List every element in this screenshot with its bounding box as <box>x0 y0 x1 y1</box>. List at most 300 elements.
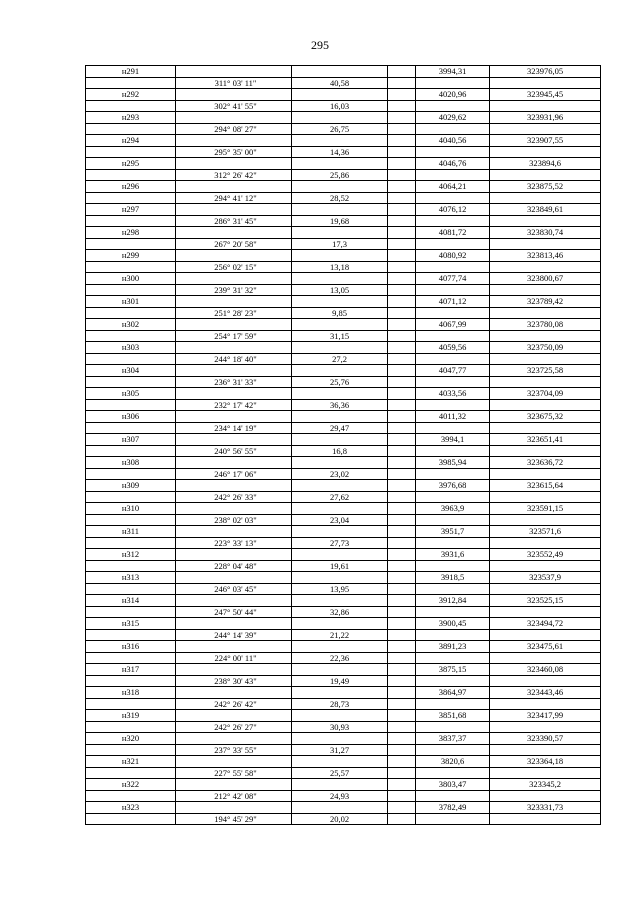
point-id-cell: н306 <box>86 411 176 423</box>
y-coordinate-cell: 323675,32 <box>490 411 601 423</box>
direction-angle-cell: 236° 31' 33" <box>176 376 292 388</box>
distance-cell: 27,62 <box>292 491 388 503</box>
segment-row <box>86 606 601 618</box>
point-row <box>86 664 601 676</box>
empty-cell <box>86 169 176 181</box>
direction-angle-cell: 223° 33' 13" <box>176 537 292 549</box>
point-id-cell: н312 <box>86 549 176 561</box>
point-id-cell: н295 <box>86 158 176 170</box>
empty-cell <box>388 365 416 377</box>
segment-row <box>86 652 601 664</box>
empty-cell <box>388 583 416 595</box>
empty-cell <box>388 767 416 779</box>
empty-cell <box>292 135 388 147</box>
direction-angle-cell: 240° 56' 55" <box>176 445 292 457</box>
x-coordinate-cell: 4047,77 <box>416 365 490 377</box>
point-row <box>86 365 601 377</box>
distance-cell: 40,58 <box>292 77 388 89</box>
y-coordinate-cell: 323931,96 <box>490 112 601 124</box>
empty-cell <box>292 595 388 607</box>
y-coordinate-cell: 323780,08 <box>490 319 601 331</box>
empty-cell <box>388 445 416 457</box>
empty-cell <box>292 411 388 423</box>
empty-cell <box>86 100 176 112</box>
distance-cell: 32,86 <box>292 606 388 618</box>
y-coordinate-cell: 323725,58 <box>490 365 601 377</box>
empty-cell <box>388 215 416 227</box>
segment-row <box>86 790 601 802</box>
empty-cell <box>86 652 176 664</box>
empty-cell <box>416 77 490 89</box>
direction-angle-cell: 294° 08' 27" <box>176 123 292 135</box>
empty-cell <box>490 652 601 664</box>
empty-cell <box>176 66 292 78</box>
point-row <box>86 181 601 193</box>
empty-cell <box>388 629 416 641</box>
empty-cell <box>416 767 490 779</box>
point-row <box>86 549 601 561</box>
distance-cell: 19,68 <box>292 215 388 227</box>
empty-cell <box>388 388 416 400</box>
distance-cell: 14,36 <box>292 146 388 158</box>
x-coordinate-cell: 4080,92 <box>416 250 490 262</box>
x-coordinate-cell: 3820,6 <box>416 756 490 768</box>
direction-angle-cell: 242° 26' 33" <box>176 491 292 503</box>
empty-cell <box>388 434 416 446</box>
distance-cell: 13,95 <box>292 583 388 595</box>
empty-cell <box>416 583 490 595</box>
segment-row <box>86 445 601 457</box>
empty-cell <box>388 261 416 273</box>
direction-angle-cell: 244° 14' 39" <box>176 629 292 641</box>
point-row <box>86 388 601 400</box>
empty-cell <box>86 77 176 89</box>
y-coordinate-cell: 323417,99 <box>490 710 601 722</box>
point-row <box>86 687 601 699</box>
empty-cell <box>388 204 416 216</box>
y-coordinate-cell: 323460,08 <box>490 664 601 676</box>
direction-angle-cell: 237° 33' 55" <box>176 744 292 756</box>
empty-cell <box>292 342 388 354</box>
distance-cell: 27,2 <box>292 353 388 365</box>
empty-cell <box>292 710 388 722</box>
x-coordinate-cell: 4071,12 <box>416 296 490 308</box>
empty-cell <box>176 388 292 400</box>
point-id-cell: н316 <box>86 641 176 653</box>
segment-row <box>86 744 601 756</box>
empty-cell <box>490 468 601 480</box>
y-coordinate-cell: 323331,73 <box>490 802 601 814</box>
x-coordinate-cell: 4046,76 <box>416 158 490 170</box>
direction-angle-cell: 256° 02' 15" <box>176 261 292 273</box>
point-id-cell: н293 <box>86 112 176 124</box>
segment-row <box>86 192 601 204</box>
segment-row <box>86 146 601 158</box>
empty-cell <box>292 549 388 561</box>
empty-cell <box>86 422 176 434</box>
empty-cell <box>416 560 490 572</box>
point-row <box>86 480 601 492</box>
empty-cell <box>86 813 176 825</box>
y-coordinate-cell: 323750,09 <box>490 342 601 354</box>
point-row <box>86 503 601 515</box>
x-coordinate-cell: 4067,99 <box>416 319 490 331</box>
distance-cell: 36,36 <box>292 399 388 411</box>
empty-cell <box>292 227 388 239</box>
point-row <box>86 457 601 469</box>
point-id-cell: н300 <box>86 273 176 285</box>
x-coordinate-cell: 3875,15 <box>416 664 490 676</box>
empty-cell <box>292 618 388 630</box>
point-row <box>86 595 601 607</box>
empty-cell <box>388 181 416 193</box>
empty-cell <box>388 342 416 354</box>
distance-cell: 31,27 <box>292 744 388 756</box>
empty-cell <box>490 675 601 687</box>
empty-cell <box>388 89 416 101</box>
distance-cell: 19,49 <box>292 675 388 687</box>
empty-cell <box>86 629 176 641</box>
empty-cell <box>292 802 388 814</box>
point-id-cell: н292 <box>86 89 176 101</box>
empty-cell <box>388 606 416 618</box>
empty-cell <box>292 273 388 285</box>
empty-cell <box>388 480 416 492</box>
x-coordinate-cell: 3994,31 <box>416 66 490 78</box>
empty-cell <box>416 629 490 641</box>
y-coordinate-cell: 323571,6 <box>490 526 601 538</box>
distance-cell: 26,75 <box>292 123 388 135</box>
point-id-cell: н308 <box>86 457 176 469</box>
distance-cell: 13,05 <box>292 284 388 296</box>
empty-cell <box>416 123 490 135</box>
point-row <box>86 802 601 814</box>
segment-row <box>86 629 601 641</box>
empty-cell <box>490 767 601 779</box>
empty-cell <box>292 687 388 699</box>
empty-cell <box>86 790 176 802</box>
point-id-cell: н305 <box>86 388 176 400</box>
empty-cell <box>292 572 388 584</box>
empty-cell <box>176 664 292 676</box>
empty-cell <box>86 583 176 595</box>
empty-cell <box>176 181 292 193</box>
empty-cell <box>86 698 176 710</box>
y-coordinate-cell: 323800,67 <box>490 273 601 285</box>
point-row <box>86 227 601 239</box>
distance-cell: 16,8 <box>292 445 388 457</box>
point-id-cell: н320 <box>86 733 176 745</box>
point-row <box>86 296 601 308</box>
empty-cell <box>292 66 388 78</box>
point-id-cell: н297 <box>86 204 176 216</box>
point-row <box>86 641 601 653</box>
point-id-cell: н296 <box>86 181 176 193</box>
empty-cell <box>86 560 176 572</box>
empty-cell <box>176 503 292 515</box>
point-row <box>86 342 601 354</box>
empty-cell <box>292 457 388 469</box>
empty-cell <box>292 181 388 193</box>
empty-cell <box>388 296 416 308</box>
empty-cell <box>388 813 416 825</box>
segment-row <box>86 123 601 135</box>
y-coordinate-cell: 323525,15 <box>490 595 601 607</box>
point-row <box>86 158 601 170</box>
direction-angle-cell: 239° 31' 32" <box>176 284 292 296</box>
empty-cell <box>176 595 292 607</box>
y-coordinate-cell: 323651,41 <box>490 434 601 446</box>
x-coordinate-cell: 3918,5 <box>416 572 490 584</box>
point-id-cell: н301 <box>86 296 176 308</box>
empty-cell <box>490 491 601 503</box>
empty-cell <box>292 112 388 124</box>
direction-angle-cell: 246° 03' 45" <box>176 583 292 595</box>
y-coordinate-cell: 323976,05 <box>490 66 601 78</box>
empty-cell <box>416 652 490 664</box>
empty-cell <box>490 537 601 549</box>
empty-cell <box>292 664 388 676</box>
empty-cell <box>388 319 416 331</box>
direction-angle-cell: 251° 28' 23" <box>176 307 292 319</box>
empty-cell <box>292 503 388 515</box>
empty-cell <box>388 158 416 170</box>
x-coordinate-cell: 3931,6 <box>416 549 490 561</box>
distance-cell: 27,73 <box>292 537 388 549</box>
direction-angle-cell: 267° 20' 58" <box>176 238 292 250</box>
empty-cell <box>490 606 601 618</box>
segment-row <box>86 675 601 687</box>
empty-cell <box>416 307 490 319</box>
x-coordinate-cell: 3851,68 <box>416 710 490 722</box>
segment-row <box>86 261 601 273</box>
empty-cell <box>388 77 416 89</box>
distance-cell: 23,04 <box>292 514 388 526</box>
empty-cell <box>388 503 416 515</box>
segment-row <box>86 238 601 250</box>
empty-cell <box>86 146 176 158</box>
empty-cell <box>388 376 416 388</box>
empty-cell <box>388 100 416 112</box>
empty-cell <box>176 342 292 354</box>
point-id-cell: н294 <box>86 135 176 147</box>
empty-cell <box>416 537 490 549</box>
empty-cell <box>388 641 416 653</box>
point-id-cell: н315 <box>86 618 176 630</box>
empty-cell <box>416 353 490 365</box>
empty-cell <box>388 756 416 768</box>
point-row <box>86 89 601 101</box>
point-id-cell: н304 <box>86 365 176 377</box>
segment-row <box>86 284 601 296</box>
direction-angle-cell: 312° 26' 42" <box>176 169 292 181</box>
empty-cell <box>86 238 176 250</box>
segment-row <box>86 583 601 595</box>
empty-cell <box>490 100 601 112</box>
x-coordinate-cell: 3837,37 <box>416 733 490 745</box>
direction-angle-cell: 194° 45' 29" <box>176 813 292 825</box>
segment-row <box>86 215 601 227</box>
empty-cell <box>86 514 176 526</box>
point-id-cell: н311 <box>86 526 176 538</box>
distance-cell: 20,02 <box>292 813 388 825</box>
empty-cell <box>86 376 176 388</box>
distance-cell: 21,22 <box>292 629 388 641</box>
empty-cell <box>388 652 416 664</box>
empty-cell <box>388 457 416 469</box>
empty-cell <box>176 618 292 630</box>
direction-angle-cell: 227° 55' 58" <box>176 767 292 779</box>
y-coordinate-cell: 323364,18 <box>490 756 601 768</box>
y-coordinate-cell: 323494,72 <box>490 618 601 630</box>
empty-cell <box>416 790 490 802</box>
empty-cell <box>388 468 416 480</box>
empty-cell <box>176 687 292 699</box>
empty-cell <box>490 560 601 572</box>
distance-cell: 31,15 <box>292 330 388 342</box>
segment-row <box>86 307 601 319</box>
empty-cell <box>86 215 176 227</box>
empty-cell <box>176 89 292 101</box>
point-row <box>86 779 601 791</box>
empty-cell <box>176 641 292 653</box>
distance-cell: 9,85 <box>292 307 388 319</box>
y-coordinate-cell: 323704,09 <box>490 388 601 400</box>
direction-angle-cell: 238° 30' 43" <box>176 675 292 687</box>
x-coordinate-cell: 4020,96 <box>416 89 490 101</box>
empty-cell <box>490 445 601 457</box>
point-row <box>86 273 601 285</box>
y-coordinate-cell: 323636,72 <box>490 457 601 469</box>
empty-cell <box>490 353 601 365</box>
empty-cell <box>86 721 176 733</box>
distance-cell: 25,76 <box>292 376 388 388</box>
direction-angle-cell: 302° 41' 55" <box>176 100 292 112</box>
empty-cell <box>388 664 416 676</box>
empty-cell <box>388 802 416 814</box>
empty-cell <box>176 710 292 722</box>
point-id-cell: н302 <box>86 319 176 331</box>
direction-angle-cell: 238° 02' 03" <box>176 514 292 526</box>
x-coordinate-cell: 4011,32 <box>416 411 490 423</box>
coordinates-table <box>85 65 601 825</box>
y-coordinate-cell: 323345,2 <box>490 779 601 791</box>
empty-cell <box>490 514 601 526</box>
y-coordinate-cell: 323537,9 <box>490 572 601 584</box>
empty-cell <box>388 250 416 262</box>
empty-cell <box>416 169 490 181</box>
empty-cell <box>388 146 416 158</box>
empty-cell <box>176 411 292 423</box>
point-id-cell: н322 <box>86 779 176 791</box>
direction-angle-cell: 242° 26' 27" <box>176 721 292 733</box>
point-id-cell: н309 <box>86 480 176 492</box>
empty-cell <box>86 330 176 342</box>
segment-row <box>86 169 601 181</box>
direction-angle-cell: 234° 14' 19" <box>176 422 292 434</box>
empty-cell <box>388 744 416 756</box>
x-coordinate-cell: 4033,56 <box>416 388 490 400</box>
empty-cell <box>292 158 388 170</box>
point-id-cell: н298 <box>86 227 176 239</box>
x-coordinate-cell: 3951,7 <box>416 526 490 538</box>
empty-cell <box>490 422 601 434</box>
empty-cell <box>490 123 601 135</box>
y-coordinate-cell: 323945,45 <box>490 89 601 101</box>
y-coordinate-cell: 323615,64 <box>490 480 601 492</box>
empty-cell <box>292 296 388 308</box>
empty-cell <box>292 480 388 492</box>
empty-cell <box>416 238 490 250</box>
y-coordinate-cell: 323789,42 <box>490 296 601 308</box>
x-coordinate-cell: 4064,21 <box>416 181 490 193</box>
empty-cell <box>388 618 416 630</box>
empty-cell <box>416 491 490 503</box>
empty-cell <box>292 526 388 538</box>
point-id-cell: н313 <box>86 572 176 584</box>
empty-cell <box>490 146 601 158</box>
empty-cell <box>416 422 490 434</box>
page-number: 295 <box>311 38 329 52</box>
empty-cell <box>86 537 176 549</box>
empty-cell <box>176 756 292 768</box>
segment-row <box>86 813 601 825</box>
empty-cell <box>176 434 292 446</box>
segment-row <box>86 491 601 503</box>
y-coordinate-cell: 323830,74 <box>490 227 601 239</box>
point-row <box>86 572 601 584</box>
empty-cell <box>176 457 292 469</box>
x-coordinate-cell: 3963,9 <box>416 503 490 515</box>
empty-cell <box>490 790 601 802</box>
direction-angle-cell: 242° 26' 42" <box>176 698 292 710</box>
point-id-cell: н317 <box>86 664 176 676</box>
empty-cell <box>388 399 416 411</box>
empty-cell <box>86 767 176 779</box>
empty-cell <box>416 606 490 618</box>
segment-row <box>86 721 601 733</box>
empty-cell <box>416 261 490 273</box>
empty-cell <box>388 698 416 710</box>
x-coordinate-cell: 3803,47 <box>416 779 490 791</box>
point-id-cell: н323 <box>86 802 176 814</box>
direction-angle-cell: 295° 35' 00" <box>176 146 292 158</box>
y-coordinate-cell: 323390,57 <box>490 733 601 745</box>
empty-cell <box>388 123 416 135</box>
segment-row <box>86 330 601 342</box>
x-coordinate-cell: 4040,56 <box>416 135 490 147</box>
empty-cell <box>176 319 292 331</box>
y-coordinate-cell: 323875,52 <box>490 181 601 193</box>
point-id-cell: н303 <box>86 342 176 354</box>
empty-cell <box>416 514 490 526</box>
direction-angle-cell: 294° 41' 12" <box>176 192 292 204</box>
empty-cell <box>388 284 416 296</box>
empty-cell <box>416 445 490 457</box>
point-row <box>86 135 601 147</box>
empty-cell <box>416 399 490 411</box>
x-coordinate-cell: 3976,68 <box>416 480 490 492</box>
empty-cell <box>176 733 292 745</box>
segment-row <box>86 537 601 549</box>
empty-cell <box>490 77 601 89</box>
segment-row <box>86 560 601 572</box>
empty-cell <box>388 549 416 561</box>
empty-cell <box>388 169 416 181</box>
y-coordinate-cell: 323907,55 <box>490 135 601 147</box>
point-id-cell: н319 <box>86 710 176 722</box>
empty-cell <box>86 744 176 756</box>
